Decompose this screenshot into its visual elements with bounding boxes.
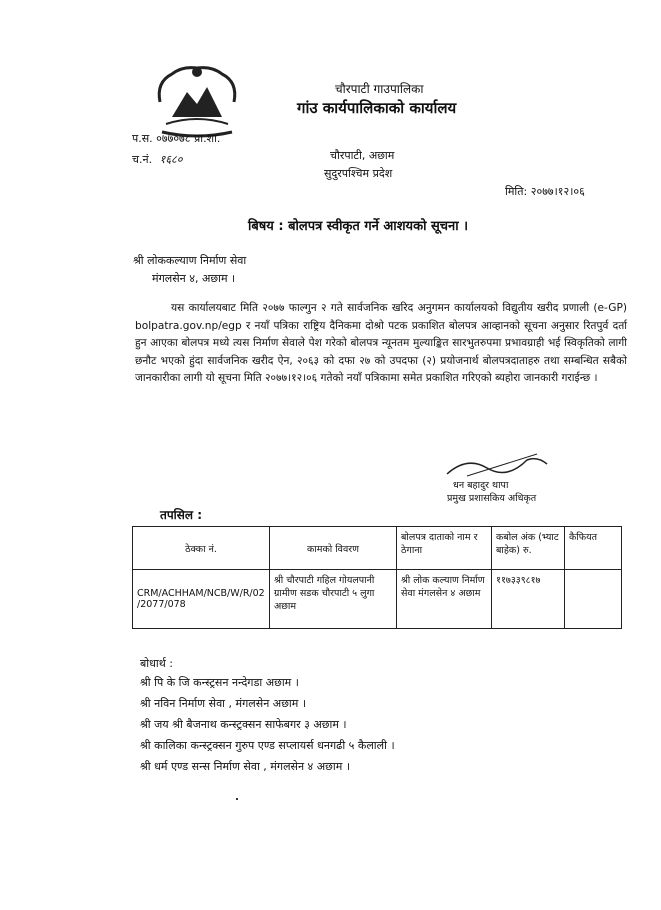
contract-table bbox=[132, 526, 622, 629]
col-work-description: कामको विवरण bbox=[270, 527, 397, 570]
office-name: गांउ कार्यपालिकाको कार्यालय bbox=[297, 99, 457, 117]
cc-list bbox=[140, 672, 395, 777]
list-item: श्री पि के जि कन्स्ट्रसन नन्देगडा अछाम । bbox=[140, 676, 299, 689]
nepal-emblem-icon bbox=[152, 62, 242, 140]
body-paragraph: यस कार्यालयबाट मिति २०७७ फाल्गुन २ गते सार्वजनिक खरिद अनुगमन कार्यालयको विद्युतीय खरीद प्रणाली (e-GP) bolpatra.gov.np/egp र नयाँ पत्रिका राष्ट्रिय दैनिकमा दोश्रो पटक प्रकाशित बोलपत्र आव्हानको सूचना अनुसार रितपुर्व दर्ता हुन आएका बोलपत्र मध्ये त्यस निर्माण सेवाले पेश गरेको बोलपत्र न्यूनतम मुल्याङ्कित सारभुतरुपमा प्रभावग्राही भई स्विकृतिको लागी छनौट भएको हुंदा सार्वजनिक खरीद ऐन, २०६३ को दफा २७ को उपदफा (२) प्रयोजनार्थ बोलपत्रदाताहरु तथा सम्बन्धित सबैको जानकारीका लागी यो सूचना मिति २०७७।१२।०६ गतेको नयाँ पत्रिकामा समेत प्रकाशित गरिएको ब्यहोरा जानकारी गराईन्छ । bbox=[135, 302, 627, 385]
cell-work-description: श्री चौरपाटी गहिल गोयलपानी ग्रामीण सडक चौरपाटी ५ लुगा अछाम bbox=[270, 570, 397, 629]
col-contract-no: ठेक्का नं. bbox=[133, 527, 270, 570]
table-row bbox=[133, 570, 622, 629]
cell-bid-amount: ११७३३९८१७ bbox=[492, 570, 565, 629]
col-bidder: बोलपत्र दाताको नाम र ठेगाना bbox=[397, 527, 492, 570]
col-bid-amount: कबोल अंक (भ्याट बाहेक) रु. bbox=[492, 527, 565, 570]
list-item: श्री नविन निर्माण सेवा , मंगलसेन अछाम । bbox=[140, 697, 306, 710]
signatory-name: धन बहादुर थापा bbox=[453, 480, 509, 491]
page-mark bbox=[236, 798, 238, 800]
recipient-address: मंगलसेन ४, अछाम । bbox=[152, 272, 236, 285]
cc-label: बोधार्थ : bbox=[140, 657, 173, 670]
reference-number: प.स. ०७७०७८ प्रा.शा. bbox=[132, 132, 221, 145]
letter-body bbox=[135, 300, 627, 388]
list-item: श्री जय श्री बैजनाथ कन्स्ट्रक्सन साफेबगर ३ अछाम । bbox=[140, 718, 347, 731]
dispatch-value: १६८० bbox=[159, 153, 183, 166]
office-address: चौरपाटी, अछाम bbox=[330, 149, 395, 162]
schedule-label: तपसिल : bbox=[160, 508, 202, 522]
signatory-title: प्रमुख प्रशासकिय अधिकृत bbox=[447, 493, 537, 504]
dispatch-label: च.नं. bbox=[132, 153, 153, 166]
cell-contract-no: CRM/ACHHAM/NCB/W/R/02 /2077/078 bbox=[133, 570, 270, 629]
list-item: श्री कालिका कन्स्ट्रक्सन गुरुप एण्ड सप्लायर्स धनगढी ५ कैलाली । bbox=[140, 739, 395, 752]
subject: बिषय : बोलपत्र स्वीकृत गर्ने आशयको सूचना । bbox=[248, 219, 469, 234]
signature-mark bbox=[437, 450, 557, 480]
col-remarks: कैफियत bbox=[565, 527, 622, 570]
municipality-name: चौरपाटी गाउपालिका bbox=[335, 82, 424, 96]
recipient-name: श्री लोककल्याण निर्माण सेवा bbox=[133, 254, 247, 267]
cell-bidder: श्री लोक कल्याण निर्माण सेवा मंगलसेन ४ अछाम bbox=[397, 570, 492, 629]
letter-date: मिति: २०७७।१२।०६ bbox=[505, 185, 585, 198]
list-item: श्री धर्म एण्ड सन्स निर्माण सेवा , मंगलसेन ४ अछाम । bbox=[140, 760, 350, 773]
province: सुदुरपश्चिम प्रदेश bbox=[324, 167, 393, 180]
table-header-row bbox=[133, 527, 622, 570]
cell-remarks bbox=[565, 570, 622, 629]
dispatch-number bbox=[132, 152, 182, 167]
